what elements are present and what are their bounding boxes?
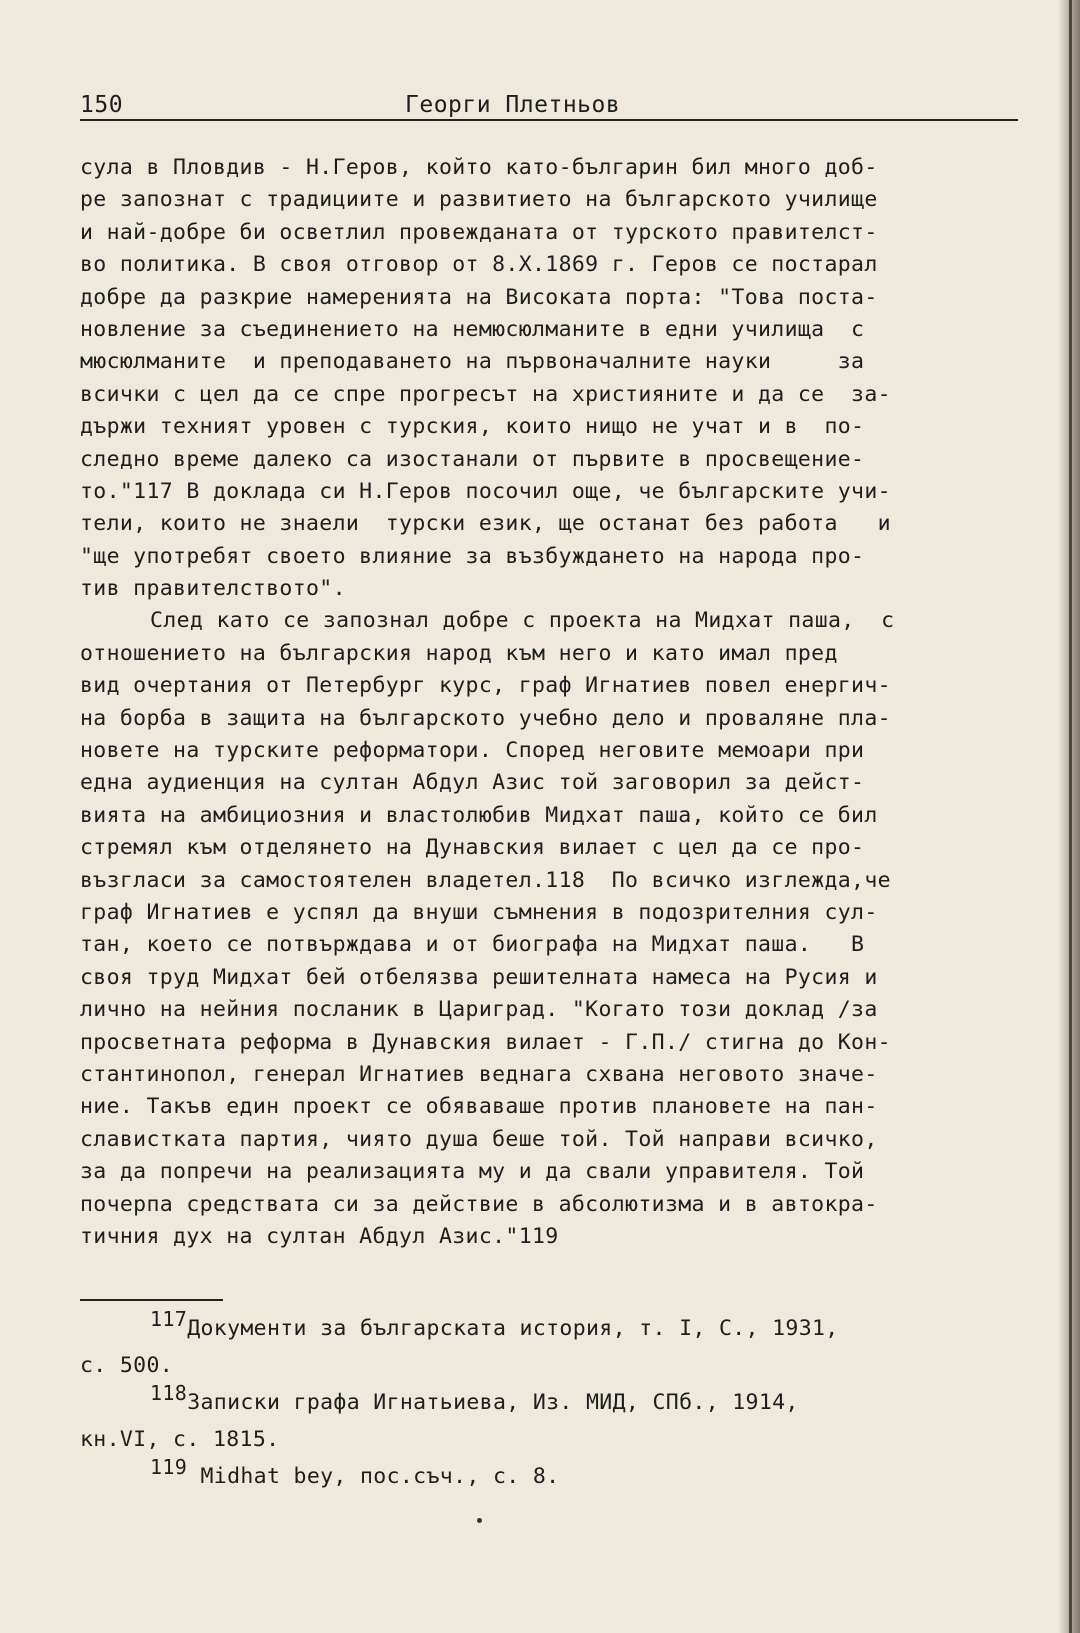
body-line: во политика. В своя отговор от 8.Х.1869 г. Геров се постарал xyxy=(80,252,878,278)
body-line: за да попречи на реализацията му и да свали управителя. Той xyxy=(80,1159,865,1185)
body-line: ре запознат с традициите и развитието на българското училище xyxy=(80,187,878,213)
body-line: ние. Такъв един проект се обяваваше против плановете на пан- xyxy=(80,1094,878,1120)
footnote-text: Записки графа Игнатьиева, Из. МИД, СПб., 1914, xyxy=(187,1390,799,1415)
body-line: граф Игнатиев е успял да внуши съмнения в подозрителния сул- xyxy=(80,899,878,925)
body-line-paragraph-start: След като се запознал добре с проекта на Мидхат паша, с xyxy=(150,608,895,634)
footnote-117 xyxy=(80,1307,1020,1347)
footnote-number: 118 xyxy=(150,1381,188,1405)
header-rule xyxy=(80,119,1018,121)
page-number: 150 xyxy=(80,92,124,118)
body-line: новление за съединението на немюсюлманите в едни училища с xyxy=(80,316,865,342)
body-line: следно време далеко са изостанали от първите в просвещение- xyxy=(80,446,865,472)
body-line: тив правителството". xyxy=(80,576,346,602)
body-line: мюсюлманите и преподаването на първоначалните науки за xyxy=(80,349,865,375)
body-line: тичния дух на султан Абдул Азис."119 xyxy=(80,1223,559,1249)
footnotes xyxy=(80,1307,1020,1495)
body-line: държи техният уровен с турския, които нищо не учат и в по- xyxy=(80,414,865,440)
body-line: то."117 В доклада си Н.Геров посочил още, че българските учи- xyxy=(80,478,891,504)
body-line: вията на амбициозния и властолюбив Мидхат паша, който се бил xyxy=(80,802,878,828)
body-line: славистката партия, чиято душа беше той. Той направи всичко, xyxy=(80,1126,878,1152)
body-line: една аудиенция на султан Абдул Азис той заговорил за дейст- xyxy=(80,770,865,796)
running-head xyxy=(80,92,1018,122)
footnote-118-continued: кн.VI, с. 1815. xyxy=(80,1427,280,1452)
body-line: добре да разкрие намеренията на Високата порта: "Това поста- xyxy=(80,284,878,310)
body-line: новете на турските реформатори. Според неговите мемоари при xyxy=(80,738,865,764)
footnote-number: 119 xyxy=(150,1455,188,1479)
body-line: на борба в защита на българското учебно дело и проваляне пла- xyxy=(80,705,891,731)
footnote-118 xyxy=(80,1381,1020,1421)
body-line: стантинопол, генерал Игнатиев веднага схвана неговото значе- xyxy=(80,1061,878,1087)
running-title: Георги Плетньов xyxy=(405,92,621,118)
body-line: своя труд Мидхат бей отбелязва решителната намеса на Русия и xyxy=(80,964,878,990)
body-line: стремял към отделянето на Дунавския вилает с цел да се про- xyxy=(80,835,865,861)
body-line: тели, които не знаели турски език, ще останат без работа и xyxy=(80,511,891,537)
body-line: възгласи за самостоятелен владетел.118 По всичко изглежда,че xyxy=(80,867,891,893)
body-line: всички с цел да се спре прогресът на християните и да се за- xyxy=(80,381,891,407)
body-line: "ще употребят своето влияние за възбуждането на народа про- xyxy=(80,543,865,569)
body-line: сула в Пловдив - Н.Геров, който като-българин бил много доб- xyxy=(80,155,878,180)
body-line: вид очертания от Петербург курс, граф Игнатиев повел енергич- xyxy=(80,673,891,699)
body-line: лично на нейния посланик в Цариград. "Когато този доклад /за xyxy=(80,997,878,1023)
body-line: просветната реформа в Дунавския вилает - Г.П./ стигна до Кон- xyxy=(80,1029,891,1055)
ink-speck xyxy=(477,1518,482,1523)
footnote-number: 117 xyxy=(150,1307,188,1331)
body-line: тан, което се потвърждава и от биографа на Мидхат паша. В xyxy=(80,932,865,958)
body-text xyxy=(80,152,1020,1253)
body-line: и най-добре би осветлил провежданата от турското правителст- xyxy=(80,219,878,245)
footnotes-rule xyxy=(80,1299,223,1301)
page-edge-line xyxy=(1069,0,1072,1633)
footnote-119 xyxy=(80,1455,1020,1495)
body-line: отношението на българския народ към него и като имал пред xyxy=(80,640,838,666)
body-line: почерпа средствата си за действие в абсолютизма и в автокра- xyxy=(80,1191,878,1217)
footnote-117-continued: с. 500. xyxy=(80,1353,174,1378)
footnote-text: Документи за българската история, т. I, С., 1931, xyxy=(187,1316,839,1341)
footnote-text: Midhat bey, пос.съч., с. 8. xyxy=(187,1464,560,1489)
